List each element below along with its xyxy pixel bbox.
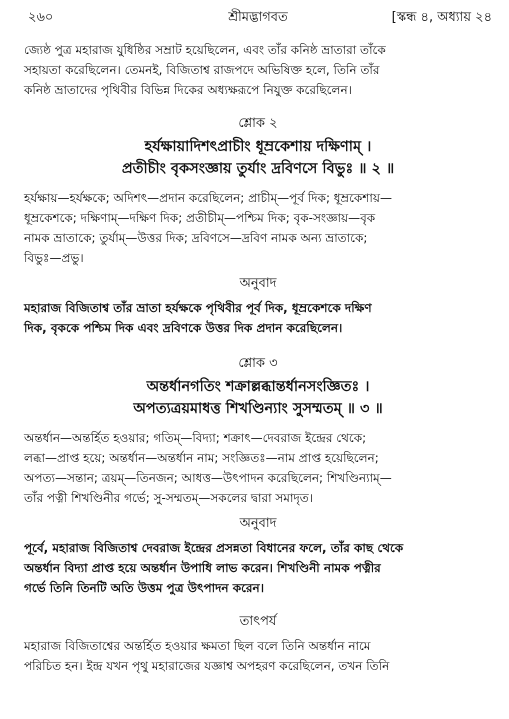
verse-line: প্রতীচীং বৃকসংজ্ঞায় তুর্যাং দ্রবিণসে বিভুঃ ॥ ২ ॥ bbox=[121, 161, 395, 177]
verse-line: অপত্যত্রয়মাধত্ত শিখণ্ডিন্যাং সুসম্মতম্ ॥ ৩ ॥ bbox=[133, 401, 383, 417]
text-line: মহারাজ বিজিতাশ্ব তাঁর ভ্রাতা হর্যক্ষকে পৃথিবীর পূর্ব দিক, ধূম্রকেশকে দক্ষিণ bbox=[24, 301, 372, 315]
sloka-3-verse bbox=[24, 376, 492, 420]
verse-line: হর্যক্ষায়াদিশৎপ্রাচীং ধূম্রকেশায় দক্ষিণাম্ । bbox=[144, 139, 372, 155]
text-line: অপত্য—সন্তান; ত্রয়ম্—তিনজন; আধত্ত—উৎপাদন করেছিলেন; শিখণ্ডিন্যাম্— bbox=[24, 471, 392, 485]
text-line: জ্যেষ্ঠ পুত্র মহারাজ যুধিষ্ঠির সম্রাট হয়েছিলেন, এবং তাঁর কনিষ্ঠ ভ্রাতারা তাঁকে bbox=[24, 43, 386, 57]
text-line: অন্তর্ধান বিদ্যা প্রাপ্ত হয়ে অন্তর্ধান উপাধি লাভ করেন। শিখণ্ডিনী নামক পত্নীর bbox=[24, 561, 381, 575]
text-line: অন্তর্ধান—অন্তর্হিত হওয়ার; গতিম্—বিদ্যা; শক্রাৎ—দেবরাজ ইন্দ্রের থেকে; bbox=[24, 431, 367, 445]
text-line: কনিষ্ঠ ভ্রাতাদের পৃথিবীর বিভিন্ন দিকের অধ্যক্ষরূপে নিযুক্ত করেছিলেন। bbox=[24, 83, 352, 97]
sloka-2-translation bbox=[24, 298, 492, 338]
text-line: গর্ভে তিনি তিনটি অতি উত্তম পুত্র উৎপাদন করেন। bbox=[24, 581, 264, 595]
text-line: ধূম্রকেশকে; দক্ষিণাম্—দক্ষিণ দিক; প্রতীচীম্—পশ্চিম দিক; বৃক-সংজ্ঞায়—বৃক bbox=[24, 211, 376, 225]
text-line: পূর্বে, মহারাজ বিজিতাশ্ব দেবরাজ ইন্দ্রের প্রসন্নতা বিধানের ফলে, তাঁর কাছ থেকে bbox=[24, 541, 404, 555]
text-line: লব্ধা—প্রাপ্ত হয়ে; অন্তর্ধান—অন্তর্ধান নাম; সংজ্ঞিতঃ—নাম প্রাপ্ত হয়েছিলেন; bbox=[24, 451, 379, 465]
page-header bbox=[24, 6, 492, 28]
sloka-3-heading: শ্লোক ৩ bbox=[238, 356, 278, 371]
text-line: দিক, বৃককে পশ্চিম দিক এবং দ্রবিণকে উত্তর দিক প্রদান করেছিলেন। bbox=[24, 321, 343, 335]
purport-heading: তাৎপর্য bbox=[239, 614, 277, 629]
sloka-2-heading: শ্লোক ২ bbox=[238, 116, 278, 131]
sloka-2-verse bbox=[24, 136, 492, 180]
sloka-2-translation-heading: অনুবাদ bbox=[239, 276, 277, 291]
sloka-2-synonyms bbox=[24, 188, 492, 268]
text-line: হর্যক্ষায়—হর্যক্ষকে; অদিশৎ—প্রদান করেছিলেন; প্রাচীম্—পূর্ব দিক; ধূম্রকেশায়— bbox=[24, 191, 392, 205]
sloka-3-synonyms bbox=[24, 428, 492, 508]
verse-line: অন্তর্ধানগতিং শক্রাল্লব্ধান্তর্ধানসংজ্ঞিতঃ । bbox=[146, 379, 370, 395]
text-line: বিভুঃ—প্রভু। bbox=[24, 251, 84, 265]
book-title: শ্রীমদ্ভাগবত bbox=[228, 10, 288, 25]
text-line: মহারাজ বিজিতাশ্বের অন্তর্হিত হওয়ার ক্ষমতা ছিল বলে তিনি অন্তর্ধান নামে bbox=[24, 639, 371, 653]
chapter-reference: [স্কন্ধ ৪, অধ্যায় ২৪ bbox=[391, 10, 492, 25]
sloka-3-translation-heading: অনুবাদ bbox=[239, 516, 277, 531]
text-line: তাঁর পত্নী শিখণ্ডিনীর গর্ভে; সু-সম্মতম্—সকলের দ্বারা সমাদৃত। bbox=[24, 491, 314, 505]
text-line: নামক ভ্রাতাকে; তুর্যাম্—উত্তর দিক; দ্রবিণসে—দ্রবিণ নামক অন্য ভ্রাতাকে; bbox=[24, 231, 368, 245]
text-line: পরিচিত হন। ইন্দ্র যখন পৃথু মহারাজের যজ্ঞাশ্ব অপহরণ করেছিলেন, তখন তিনি bbox=[24, 659, 390, 673]
page-number: ২৬০ bbox=[28, 10, 54, 25]
purport-paragraph bbox=[24, 636, 492, 676]
text-line: সহায়তা করেছিলেন। তেমনই, বিজিতাশ্ব রাজপদে অভিষিক্ত হলে, তিনি তাঁর bbox=[24, 63, 380, 77]
book-page bbox=[24, 0, 492, 719]
sloka-3-translation bbox=[24, 538, 492, 598]
intro-paragraph bbox=[24, 40, 492, 100]
